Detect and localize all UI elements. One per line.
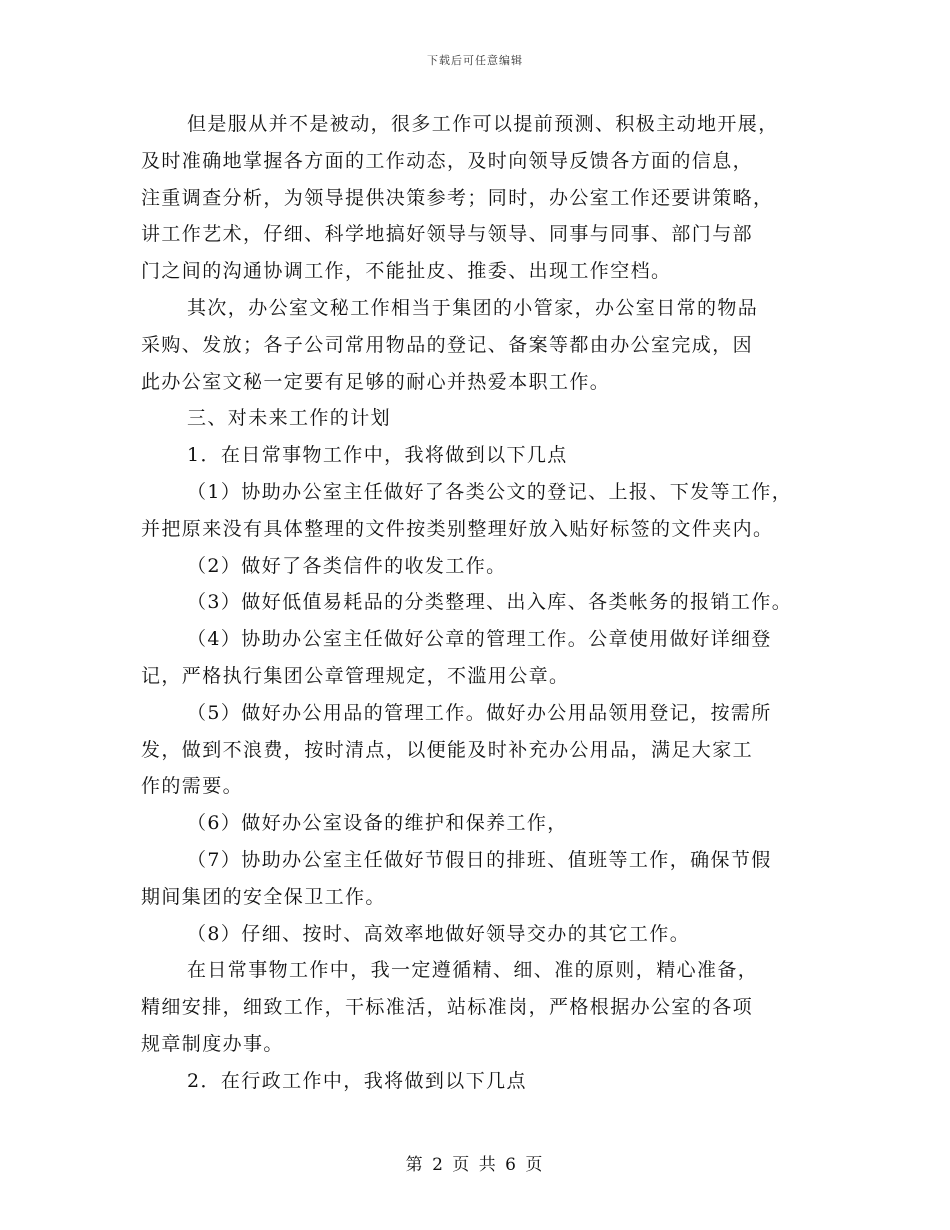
text-line: 及时准确地掌握各方面的工作动态，及时向领导反馈各方面的信息， bbox=[141, 149, 754, 172]
text-line: 门之间的沟通协调工作，不能扯皮、推委、出现工作空档。 bbox=[141, 260, 672, 283]
text-line: 此办公室文秘一定要有足够的耐心并热爱本职工作。 bbox=[141, 370, 611, 393]
text-line: 其次，办公室文秘工作相当于集团的小管家，办公室日常的物品 bbox=[187, 296, 759, 319]
page-header: 下载后可任意编辑 bbox=[427, 54, 523, 67]
text-line: （8）仔细、按时、高效率地做好领导交办的其它工作。 bbox=[187, 922, 691, 945]
text-line: 在日常事物工作中，我一定遵循精、细、准的原则，精心准备， bbox=[187, 959, 759, 982]
text-line: 精细安排，细致工作，干标准活，站标准岗，严格根据办公室的各项 bbox=[141, 996, 754, 1019]
text-line: 作的需要。 bbox=[141, 775, 244, 798]
text-line: 1．在日常事物工作中，我将做到以下几点 bbox=[187, 444, 568, 467]
page-number: 第 2 页 共 6 页 bbox=[405, 1155, 545, 1175]
text-line: （5）做好办公用品的管理工作。做好办公用品领用登记，按需所 bbox=[187, 701, 772, 724]
text-line: 并把原来没有具体整理的文件按类别整理好放入贴好标签的文件夹内。 bbox=[141, 517, 774, 540]
text-line: 但是服从并不是被动，很多工作可以提前预测、积极主动地开展， bbox=[187, 113, 779, 135]
text-line: 期间集团的安全保卫工作。 bbox=[141, 885, 386, 908]
text-line: （2）做好了各类信件的收发工作。 bbox=[187, 554, 507, 577]
document-body bbox=[141, 106, 821, 1100]
text-line: 规章制度办事。 bbox=[141, 1032, 284, 1055]
text-line: （6）做好办公室设备的维护和保养工作， bbox=[187, 812, 568, 835]
text-line: （3）做好低值易耗品的分类整理、出入库、各类帐务的报销工作。 bbox=[187, 591, 793, 614]
text-line: （7）协助办公室主任做好节假日的排班、值班等工作，确保节假 bbox=[187, 848, 772, 871]
text-line: 三、对未来工作的计划 bbox=[187, 407, 392, 430]
text-line: 记，严格执行集团公章管理规定，不滥用公章。 bbox=[141, 664, 570, 687]
text-line: 采购、发放；各子公司常用物品的登记、备案等都由办公室完成，因 bbox=[141, 333, 754, 356]
text-line: 2．在行政工作中，我将做到以下几点 bbox=[187, 1069, 527, 1092]
text-line: （4）协助办公室主任做好公章的管理工作。公章使用做好详细登 bbox=[187, 628, 772, 651]
text-line: （1）协助办公室主任做好了各类公文的登记、上报、下发等工作， bbox=[187, 480, 793, 503]
text-line: 发，做到不浪费，按时清点，以便能及时补充办公用品，满足大家工 bbox=[141, 738, 754, 761]
text-line: 讲工作艺术，仔细、科学地搞好领导与领导、同事与同事、部门与部 bbox=[141, 223, 754, 246]
text-line: 注重调查分析，为领导提供决策参考；同时，办公室工作还要讲策略， bbox=[141, 186, 774, 209]
